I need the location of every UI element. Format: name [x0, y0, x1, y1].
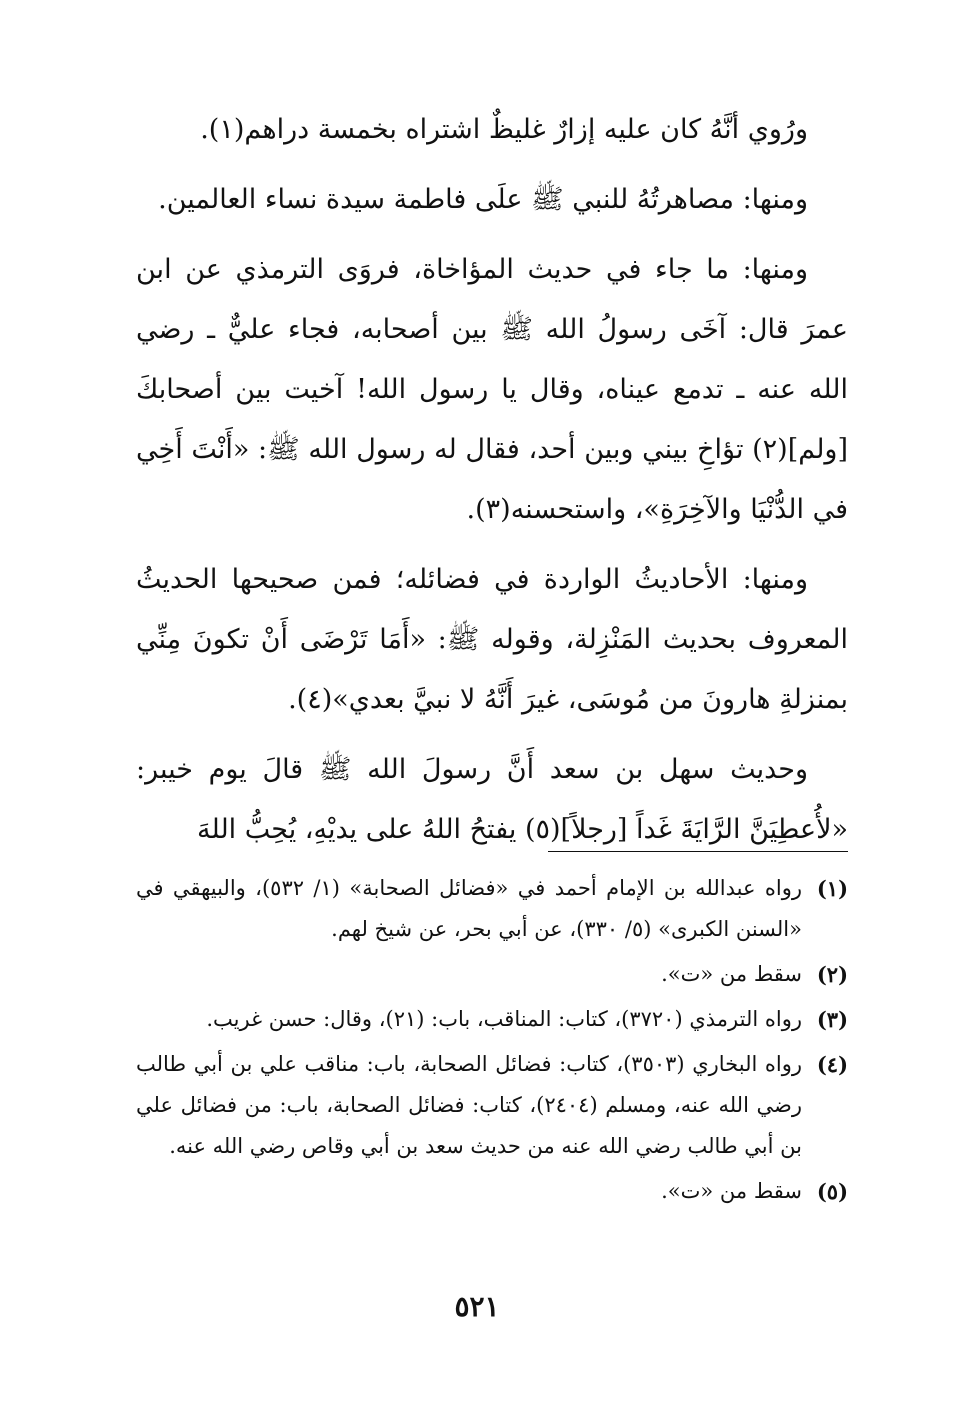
footnote-number: (٣) [816, 1007, 848, 1032]
paragraph-5: وحديث سهل بن سعد أَنَّ رسولَ الله ﷺ قالَ يوم خيبر: «لأُعطِيَنَّ الرَّايَةَ غَداً [رجلاً](٥) يفتحُ اللهُ على يديْهِ، يُحِبُّ اللهَ [136, 754, 848, 845]
footnote-text: سقط من «ت». [661, 1179, 802, 1203]
footnote-number: (٢) [816, 962, 848, 987]
paragraph-3: ومنها: ما جاء في حديث المؤاخاة، فروَى الترمذي عن ابن عمرَ قال: آخَى رسولُ الله ﷺ بين أصحابه، فجاء عليٌّ ـ رضي الله عنه ـ تدمع عيناه، وقال يا رسول الله! آخيت بين أصحابكَ [ولم](٢) تؤاخِ بيني وبين أحد، فقال له رسول الله ﷺ: «أَنْتَ أَخِي في الدُّنْيَا والآخِرَةِ»، واستحسنه(٣). [136, 254, 848, 525]
footnote-text: رواه البخاري (٣٥٠٣)، كتاب: فضائل الصحابة، باب: مناقب علي بن أبي طالب رضي الله عنه، ومسلم (٢٤٠٤)، كتاب: فضائل الصحابة، باب: من فضائل علي بن أبي طالب رضي الله عنه من حديث سعد بن أبي وقاص رضي الله عنه. [136, 1052, 803, 1158]
footnote-number: (٥) [816, 1179, 848, 1204]
footnotes [136, 868, 848, 1216]
footnote-3 [136, 999, 848, 1040]
footnote-4 [136, 1044, 848, 1167]
footnote-2 [136, 954, 848, 995]
main-text [136, 100, 848, 860]
footnote-5 [136, 1171, 848, 1212]
paragraph-1: ورُوي أنَّهُ كان عليه إزارٌ غليظٌ اشتراه بخمسة دراهم(١). [200, 114, 808, 145]
paragraph-4: ومنها: الأحاديثُ الواردة في فضائله؛ فمن صحيحها الحديثُ المعروف بحديث المَنْزِلة، وقوله ﷺ: «أَمَا تَرْضَى أَنْ تكونَ مِنِّي بمنزلةِ هارونَ من مُوسَى، غيرَ أَنَّهُ لا نبيَّ بعدي»(٤). [136, 564, 848, 715]
footnote-divider [548, 851, 848, 852]
footnote-text: رواه الترمذي (٣٧٢٠)، كتاب: المناقب، باب: (٢١)، وقال: حسن غريب. [206, 1007, 802, 1031]
paragraph-2: ومنها: مصاهرتُهُ للنبي ﷺ علَى فاطمة سيدة نساء العالمين. [158, 184, 808, 215]
footnote-1 [136, 868, 848, 950]
footnote-number: (١) [816, 876, 848, 901]
page-number: ٥٢١ [454, 1290, 500, 1323]
footnote-number: (٤) [816, 1052, 848, 1077]
footnote-text: رواه عبدالله بن الإمام أحمد في «فضائل الصحابة» (١/ ٥٣٢)، والبيهقي في «السنن الكبرى» (٥/ ٣٣٠)، عن أبي بحر، عن شيخ لهم. [136, 876, 802, 941]
footnote-text: سقط من «ت». [661, 962, 802, 986]
